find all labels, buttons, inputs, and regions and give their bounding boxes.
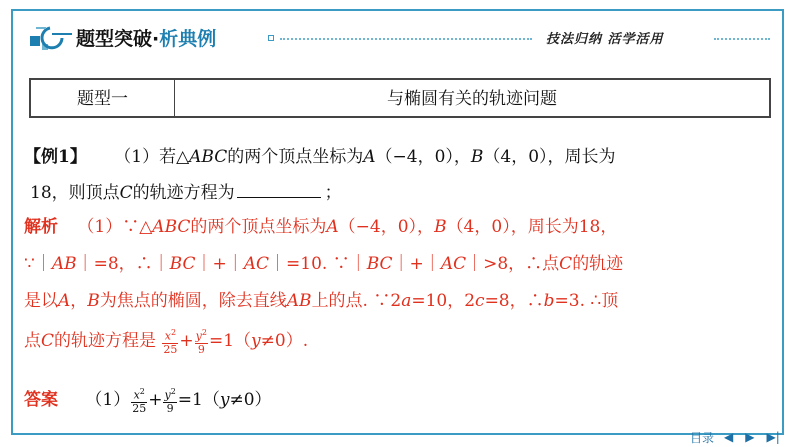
example-line-2 (30, 178, 342, 203)
example-text: （−4，0）， (375, 147, 471, 167)
fraction-num: x (133, 388, 140, 402)
example-text: （4，0），周长为 (483, 147, 616, 167)
solution-var: B (434, 217, 447, 237)
example-tag: 【例1】 (24, 147, 87, 167)
topic-table (29, 78, 771, 118)
last-icon[interactable]: ▶| (766, 430, 780, 444)
header-square-icon (268, 35, 274, 41)
solution-text: ｜=8，∴｜ (76, 254, 170, 274)
solution-label: 解析 (24, 217, 58, 237)
solution-text: ≠0）. (260, 331, 309, 351)
solution-text: 的两个顶点坐标为 (190, 217, 327, 237)
section-title-main: 题型突破 (76, 28, 153, 50)
solution-text: ｜+｜ (195, 254, 244, 274)
solution-var: AB (51, 254, 77, 274)
solution-var: B (87, 291, 100, 311)
prev-icon[interactable]: ◀ (724, 430, 734, 444)
section-title (76, 24, 216, 54)
topic-value: 与椭圆有关的轨迹问题 (387, 89, 557, 109)
solution-var: BC (169, 254, 196, 274)
fraction-num: y (195, 329, 202, 343)
solution-var: AB (286, 291, 312, 311)
fraction-num: y (164, 388, 171, 402)
solution-text: （4，0），周长为18， (446, 217, 618, 237)
example-text: ； (324, 183, 342, 203)
solution-text: =1（ (208, 331, 252, 351)
header-logo-icon (28, 24, 73, 54)
solution-line-1 (24, 212, 617, 237)
solution-var: ABC (152, 217, 191, 237)
exponent: 2 (201, 328, 207, 338)
answer-label: 答案 (24, 390, 58, 410)
answer-var: y (219, 390, 230, 410)
plus-sign: + (179, 331, 194, 351)
plus-sign: + (148, 390, 163, 410)
solution-line-4 (24, 326, 308, 356)
answer-text: =1（ (177, 390, 220, 410)
example-text: 的两个顶点坐标为 (227, 147, 364, 167)
example-text: 18，则顶点 (30, 183, 120, 203)
example-text: （1）若△ (114, 147, 190, 167)
solution-var: y (251, 331, 261, 351)
solution-line-2 (24, 249, 623, 274)
topic-label: 题型一 (31, 80, 175, 116)
solution-text: （1）∵△ (77, 217, 153, 237)
solution-text: （−4，0）， (338, 217, 435, 237)
section-title-separator: · (152, 28, 160, 50)
exponent: 2 (139, 387, 145, 397)
fraction-x (162, 327, 178, 356)
answer-text: （1） (85, 390, 131, 410)
fraction-y (163, 386, 176, 415)
slide-nav (690, 429, 792, 445)
solution-text: =8，∴ (484, 291, 544, 311)
exponent: 2 (170, 328, 177, 338)
solution-text: ， (70, 291, 88, 311)
solution-var: a (401, 291, 412, 311)
solution-text: =3. ∴顶 (554, 291, 619, 311)
header-tags: 技法归纳 活学活用 (546, 32, 664, 47)
answer-blank (237, 183, 321, 198)
fraction-num: x (164, 329, 171, 343)
example-var: C (119, 183, 133, 203)
solution-text: ｜>8，∴点 (466, 254, 560, 274)
fraction-den: 9 (166, 401, 174, 415)
header-divider-right (714, 38, 770, 40)
solution-var: b (543, 291, 555, 311)
solution-var: AC (243, 254, 270, 274)
answer-line (24, 385, 272, 415)
solution-text: =10，2 (411, 291, 476, 311)
solution-var: BC (366, 254, 393, 274)
solution-text: ｜=10. ∵｜ (269, 254, 367, 274)
next-icon[interactable]: ▶ (745, 430, 755, 444)
example-var: ABC (189, 147, 228, 167)
answer-text: ≠0） (229, 390, 272, 410)
section-title-sub: 析典例 (159, 28, 217, 50)
example-var: A (363, 147, 376, 167)
fraction-den: 25 (163, 342, 178, 356)
solution-var: A (58, 291, 71, 311)
example-line-1 (24, 142, 616, 167)
solution-var: C (41, 331, 55, 351)
header-divider (280, 38, 532, 40)
solution-text: 的轨迹 (572, 254, 624, 274)
solution-text: ∵｜ (24, 254, 52, 274)
solution-var: A (326, 217, 339, 237)
solution-text: 点 (24, 331, 41, 351)
solution-var: C (559, 254, 573, 274)
solution-text: 是以 (24, 291, 58, 311)
example-var: B (470, 147, 484, 167)
solution-text: ｜+｜ (392, 254, 441, 274)
solution-text: 为焦点的椭圆，除去直线 (99, 291, 287, 311)
fraction-x (131, 386, 147, 415)
solution-line-3 (24, 286, 618, 311)
toc-link[interactable]: 目录 (690, 430, 715, 445)
solution-var: c (475, 291, 485, 311)
solution-var: AC (440, 254, 467, 274)
exponent: 2 (170, 387, 176, 397)
fraction-y (195, 327, 208, 356)
fraction-den: 9 (197, 342, 205, 356)
example-text: 的轨迹方程为 (132, 183, 235, 203)
fraction-den: 25 (132, 401, 147, 415)
solution-text: 的轨迹方程是 (54, 331, 157, 351)
solution-text: 上的点. ∵2 (311, 291, 402, 311)
